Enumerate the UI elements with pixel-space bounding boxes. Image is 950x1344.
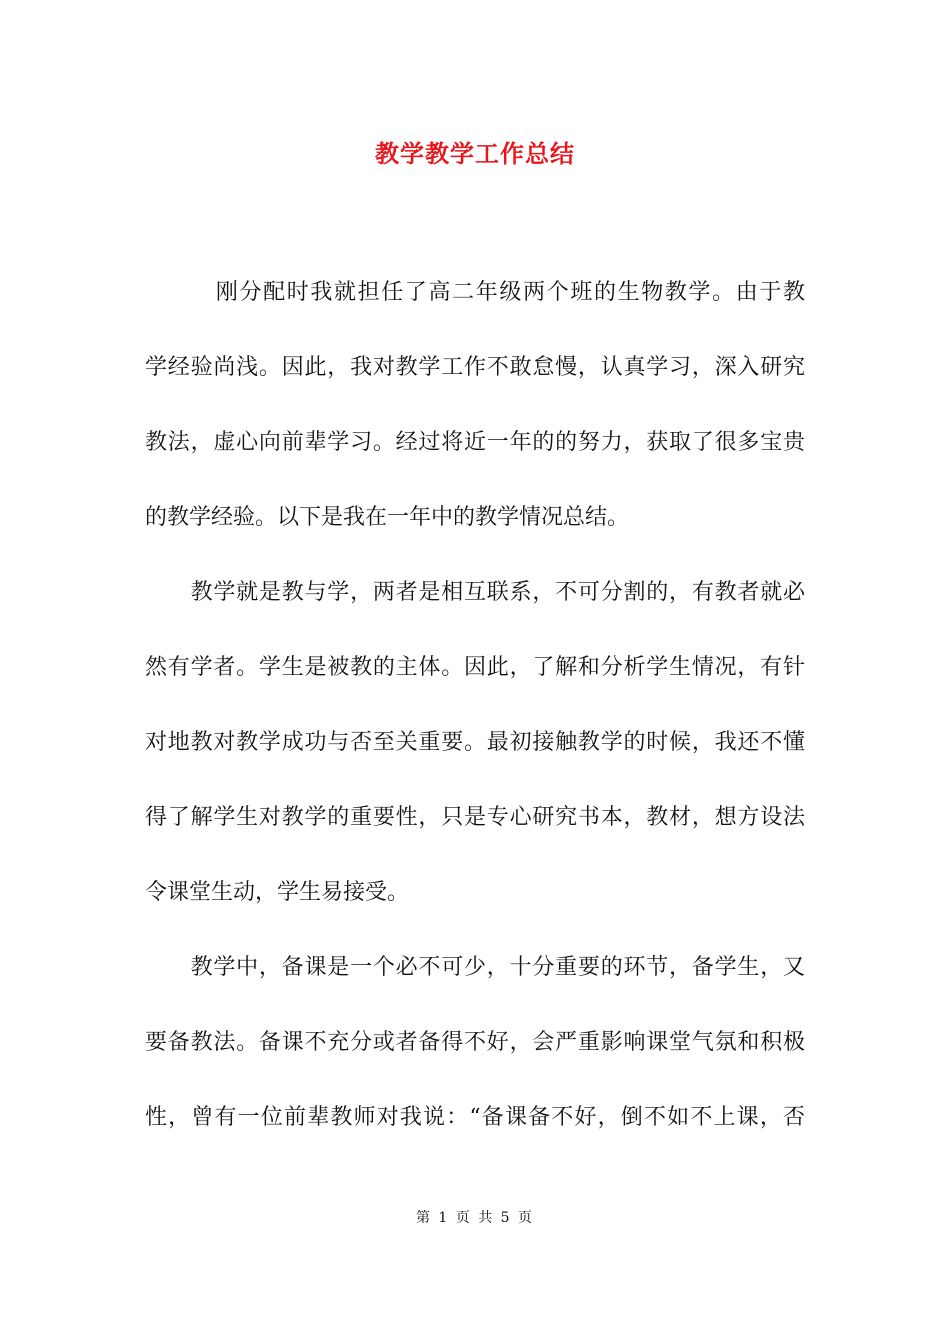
text-line: 然有学者。学生是被教的主体。因此，了解和分析学生情况，有针 — [145, 655, 805, 680]
paragraph-1 — [145, 274, 805, 574]
text-line: 性，曾有一位前辈教师对我说：“备课备不好，倒不如不上课，否 — [145, 1105, 805, 1130]
text-line: 教法，虚心向前辈学习。经过将近一年的的努力，获取了很多宝贵 — [145, 430, 805, 455]
text-line: 要备教法。备课不充分或者备得不好，会严重影响课堂气氛和积极 — [145, 1030, 805, 1055]
paragraph-2 — [145, 574, 805, 949]
text-line: 对地教对教学成功与否至关重要。最初接触教学的时候，我还不懂 — [145, 730, 805, 755]
text-line: 得了解学生对教学的重要性，只是专心研究书本，教材，想方设法 — [145, 805, 805, 830]
text-line: 教学就是教与学，两者是相互联系，不可分割的，有教者就必 — [145, 580, 805, 605]
document-body — [145, 274, 805, 1137]
page-number-footer: 第 1 页 共 5 页 — [415, 1210, 535, 1226]
text-line: 刚分配时我就担任了高二年级两个班的生物教学。由于教 — [145, 280, 805, 305]
document-title: 教学教学工作总结 — [375, 139, 575, 168]
text-line: 教学中，备课是一个必不可少，十分重要的环节，备学生，又 — [145, 955, 805, 980]
text-line: 学经验尚浅。因此，我对教学工作不敢怠慢，认真学习，深入研究 — [145, 355, 805, 380]
paragraph-3 — [145, 949, 805, 1137]
text-line: 令课堂生动，学生易接受。 — [145, 880, 410, 905]
text-line: 的教学经验。以下是我在一年中的教学情况总结。 — [145, 505, 630, 530]
